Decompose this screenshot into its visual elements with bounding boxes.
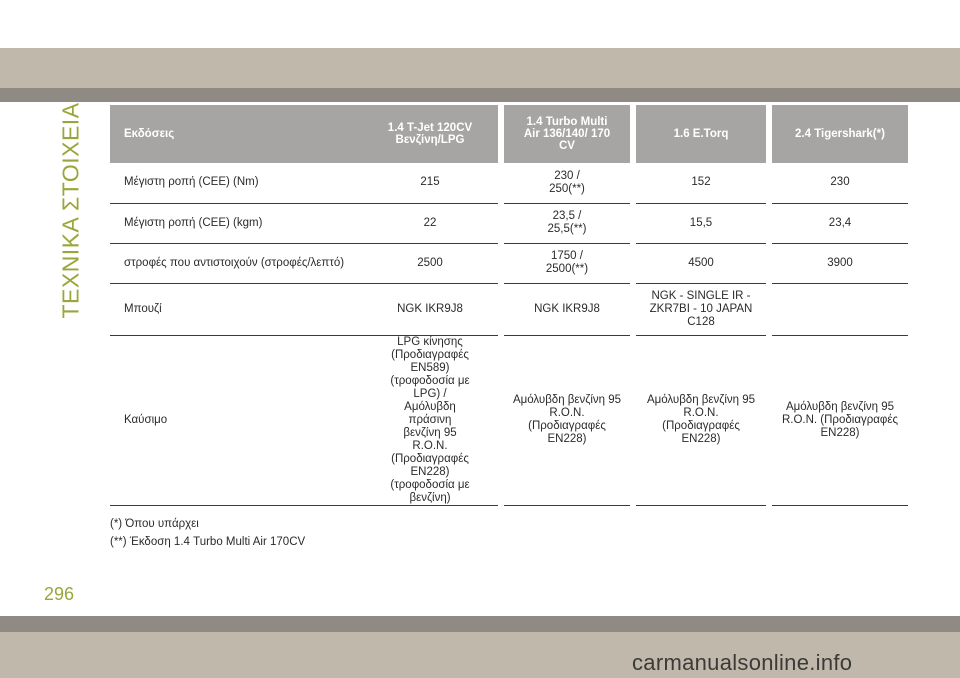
header-tjet: 1.4 T-Jet 120CV Βενζίνη/LPG: [362, 105, 498, 163]
cell-value: NGK - SINGLE IR - ZKR7BI - 10 JAPAN C128: [636, 283, 766, 335]
cell-value: NGK IKR9J8: [362, 283, 498, 335]
top-decorative-stripe: [0, 88, 960, 102]
cell-value: 23,5 / 25,5(**): [504, 203, 630, 243]
engine-spec-table: [110, 105, 908, 506]
table-row: [110, 283, 908, 335]
header-tigershark: 2.4 Tigershark(*): [772, 105, 908, 163]
cell-value: 152: [636, 163, 766, 203]
cell-value: 1750 / 2500(**): [504, 243, 630, 283]
section-title-text: ΤΕΧΝΙΚΑ ΣΤΟΙΧΕΙΑ: [57, 101, 84, 319]
footnotes: [110, 515, 305, 551]
cell-label: Καύσιμο: [110, 335, 362, 505]
cell-value: 23,4: [772, 203, 908, 243]
header-multiair: 1.4 Turbo Multi Air 136/140/ 170 CV: [504, 105, 630, 163]
cell-value: NGK IKR9J8: [504, 283, 630, 335]
table-row: [110, 335, 908, 505]
table-row: [110, 163, 908, 203]
cell-value: 2500: [362, 243, 498, 283]
cell-value: 215: [362, 163, 498, 203]
bottom-decorative-stripe: [0, 616, 960, 632]
cell-value: Αμόλυβδη βενζίνη 95 R.O.N. (Προδιαγραφές EN228): [504, 335, 630, 505]
cell-value: [772, 283, 908, 335]
footnote-line: (**) Έκδοση 1.4 Turbo Multi Air 170CV: [110, 536, 306, 548]
header-etorq: 1.6 E.Torq: [636, 105, 766, 163]
cell-value: Αμόλυβδη βενζίνη 95 R.O.N. (Προδιαγραφές EN228): [636, 335, 766, 505]
cell-value: Αμόλυβδη βενζίνη 95 R.O.N. (Προδιαγραφές EN228): [772, 335, 908, 505]
cell-label: Μπουζί: [110, 283, 362, 335]
section-side-title: [56, 100, 86, 320]
footnote-line: (*) Όπου υπάρχει: [110, 518, 199, 530]
header-versions: Εκδόσεις: [110, 105, 362, 163]
cell-value: 4500: [636, 243, 766, 283]
table-row: [110, 243, 908, 283]
cell-value: LPG κίνησης (Προδιαγραφές EN589) (τροφοδοσία με LPG) / Αμόλυβδη πράσινη βενζίνη 95 R.O.N. (Προδιαγραφές EN228) (τροφοδοσία με βενζίνη): [362, 335, 498, 505]
cell-value: 3900: [772, 243, 908, 283]
cell-label: Μέγιστη ροπή (CEE) (kgm): [110, 203, 362, 243]
table-header-row: [110, 105, 908, 163]
cell-label: στροφές που αντιστοιχούν (στροφές/λεπτό): [110, 243, 362, 283]
site-watermark: carmanualsonline.info: [632, 650, 853, 675]
cell-value: 15,5: [636, 203, 766, 243]
cell-value: 22: [362, 203, 498, 243]
page-number: 296: [44, 584, 75, 604]
cell-value: 230 / 250(**): [504, 163, 630, 203]
cell-label: Μέγιστη ροπή (CEE) (Nm): [110, 163, 362, 203]
cell-value: 230: [772, 163, 908, 203]
top-decorative-band: [0, 48, 960, 88]
table-row: [110, 203, 908, 243]
